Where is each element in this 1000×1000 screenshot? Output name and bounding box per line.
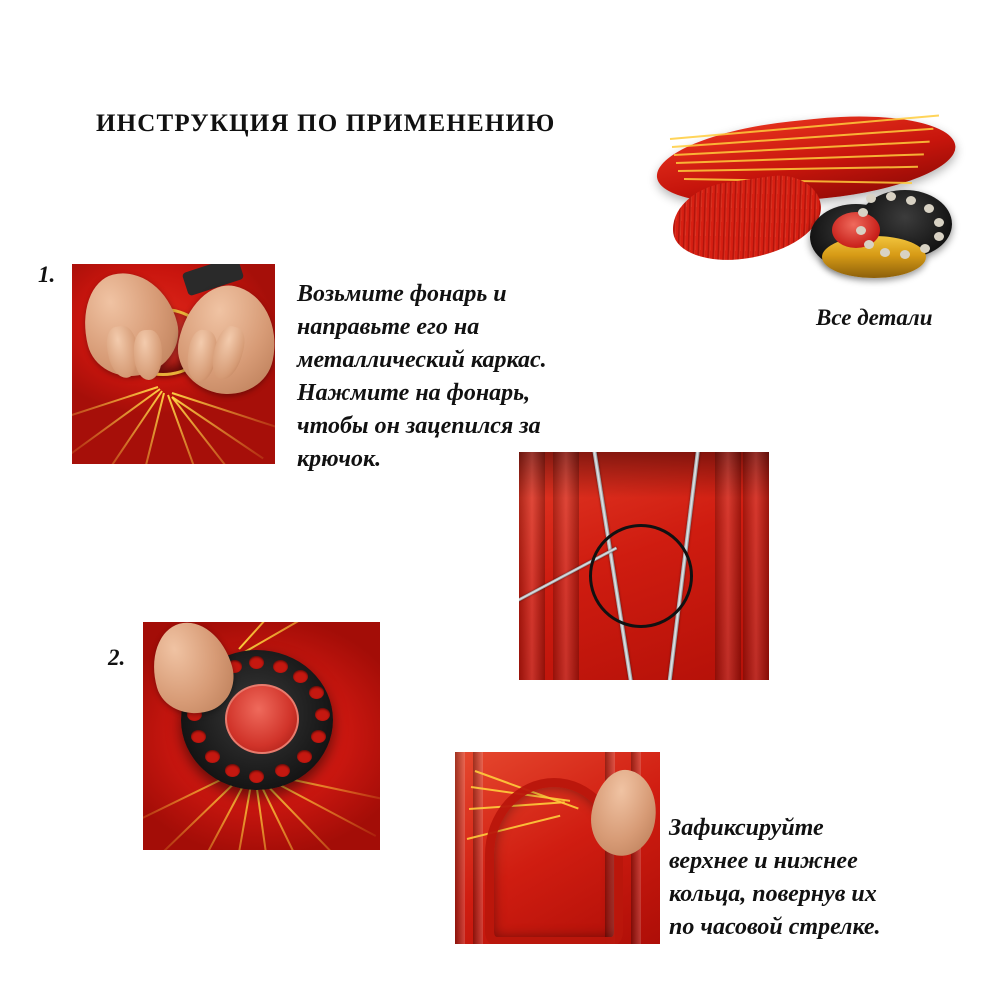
step1-photo-hands-pressing-lantern (72, 264, 275, 464)
step-number-2: 2. (108, 645, 126, 670)
page-title: ИНСТРУКЦИЯ ПО ПРИМЕНЕНИЮ (96, 110, 556, 137)
hook-closeup-photo (519, 452, 769, 680)
red-inner-cap (225, 684, 299, 754)
step1-text-line-6: крючок. (297, 446, 382, 472)
step1-text (297, 278, 637, 476)
photo-all-parts (650, 108, 970, 303)
step2-text-line-4: по часовой стрелке. (669, 914, 881, 940)
step2-text-line-1: Зафиксируйте (669, 815, 824, 841)
step2-text (669, 812, 979, 944)
step1-text-line-3: металлический каркас. (297, 347, 547, 373)
step1-text-line-2: направьте его на (297, 314, 480, 340)
highlight-circle-annotation (589, 524, 693, 628)
caption-all-parts: Все детали (816, 305, 933, 330)
step2-text-line-2: верхнее и нижнее (669, 848, 858, 874)
step1-text-line-1: Возьмите фонарь и (297, 281, 507, 307)
step1-text-line-5: чтобы он зацепился за (297, 413, 541, 439)
ring-twist-photo (455, 752, 660, 944)
step-number-1: 1. (38, 262, 56, 287)
step1-text-line-4: Нажмите на фонарь, (297, 380, 531, 406)
step2-text-line-3: кольца, повернув их (669, 881, 877, 907)
step2-photo-black-ring (143, 622, 380, 850)
